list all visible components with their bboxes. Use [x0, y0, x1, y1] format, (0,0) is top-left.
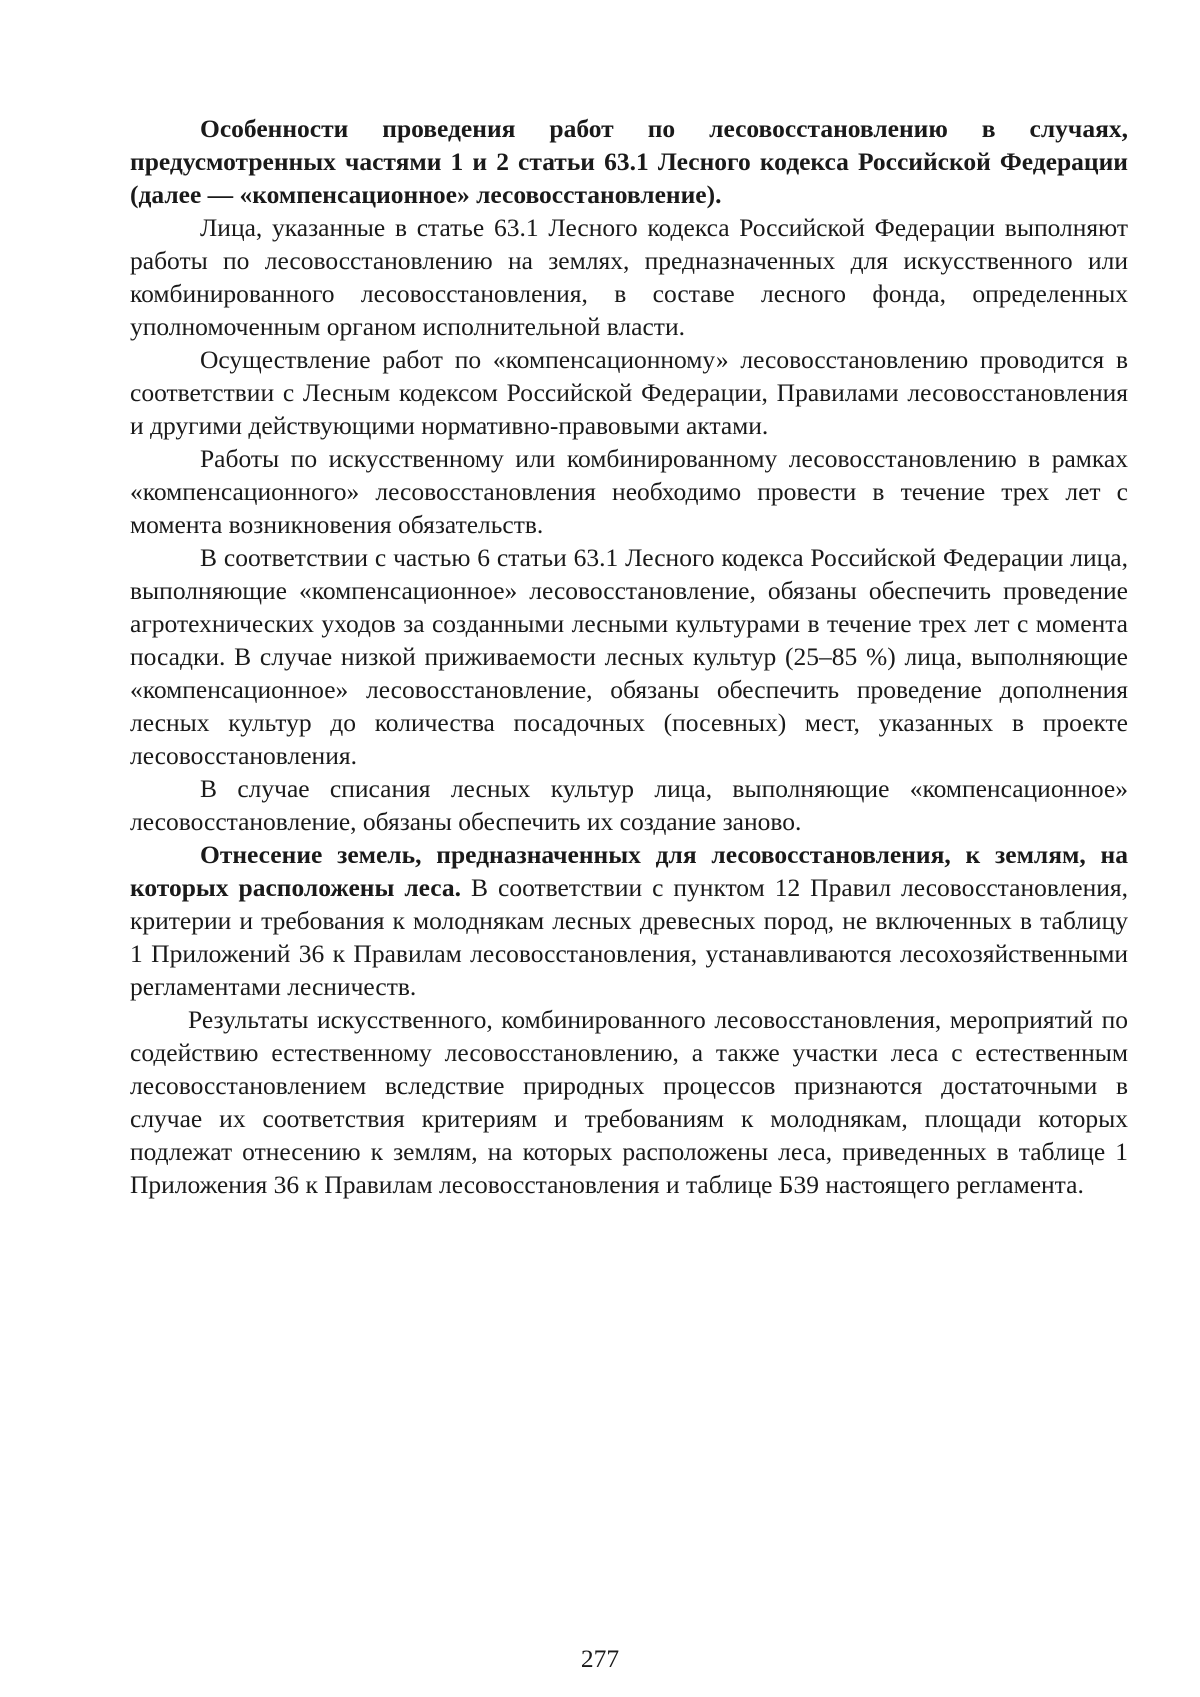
paragraph-3: Работы по искусственному или комбинированному лесовосстановлению в рамках «компенсационного» лесовосстановления необходимо провести в течение трех лет с момента возникновения обязательств. — [130, 444, 1128, 539]
page-number: 277 — [580, 1644, 620, 1673]
paragraph-2: Осуществление работ по «компенсационному» лесовосстановлению проводится в соответствии с Лесным кодексом Российской Федерации, Правилами лесовосстановления и другими действующими нормативно-правовыми актами. — [130, 345, 1128, 440]
paragraph-5: В случае списания лесных культур лица, выполняющие «компенсационное» лесовосстановление, обязаны обеспечить их создание заново. — [130, 774, 1128, 836]
section-2-text: В соответствии с пунктом 12 Правил лесовосстановления, критерии и требования к молоднякам лесных древесных пород, не включенных в таблицу 1 Приложений 36 к Правилам лесовосстановления, устанавливаются лесохозяйственными регламентами лесничеств. — [130, 873, 1128, 1001]
paragraph-final: Результаты искусственного, комбинированного лесовосстановления, мероприятий по содействию естественному лесовосстановлению, а также участки леса с естественным лесовосстановлением вследствие природных процессов признаются достаточными в случае их соответствия критериям и требованиям к молоднякам, площади которых подлежат отнесению к землям, на которых расположены леса, приведенных в таблице 1 Приложения 36 к Правилам лесовосстановления и таблице Б39 настоящего регламента. — [130, 1005, 1128, 1199]
section-2-bold-lead: Отнесение земель, предназначенных для лесовосстановления, к землям, на которых расположены леса. — [130, 840, 1128, 902]
section-heading: Особенности проведения работ по лесовосстановлению в случаях, предусмотренных частями 1 и 2 статьи 63.1 Лесного кодекса Российской Федерации (далее — «компенсационное» лесовосстановление). — [130, 114, 1128, 209]
paragraph-1: Лица, указанные в статье 63.1 Лесного кодекса Российской Федерации выполняют работы по лесовосстановлению на землях, предназначенных для искусственного или комбинированного лесовосстановления, в составе лесного фонда, определенных уполномоченным органом исполнительной власти. — [130, 213, 1128, 341]
paragraph-section-2 — [130, 838, 1128, 1003]
paragraph-4: В соответствии с частью 6 статьи 63.1 Лесного кодекса Российской Федерации лица, выполняющие «компенсационное» лесовосстановление, обязаны обеспечить проведение агротехнических уходов за созданными лесными культурами в течение трех лет с момента посадки. В случае низкой приживаемости лесных культур (25–85 %) лица, выполняющие «компенсационное» лесовосстановление, обязаны обеспечить проведение дополнения лесных культур до количества посадочных (посевных) мест, указанных в проекте лесовосстановления. — [130, 543, 1128, 770]
document-body — [130, 112, 1128, 1201]
